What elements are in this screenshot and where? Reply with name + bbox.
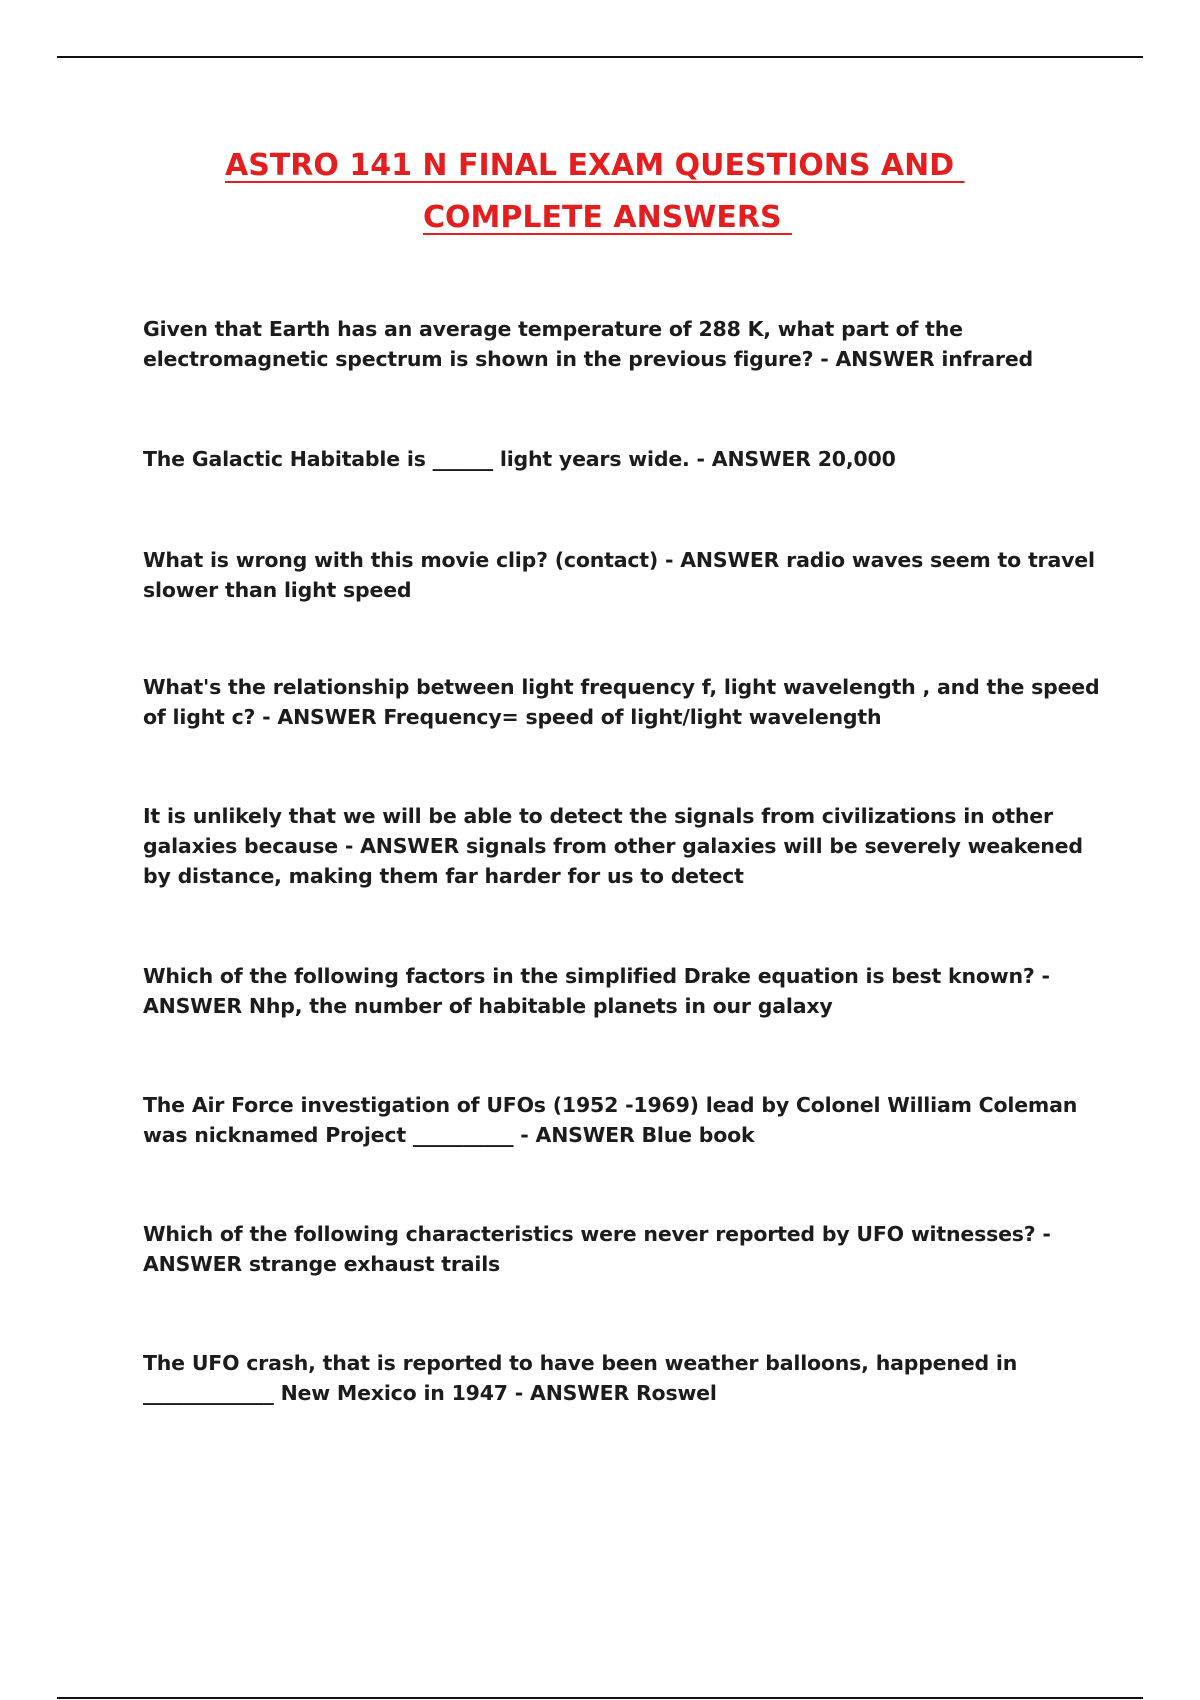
qa-item: The Air Force investigation of UFOs (1952 -1969) lead by Colonel William Coleman was nicknamed Project __________ - ANSWER Blue book bbox=[143, 1093, 1078, 1147]
title-line-1: ASTRO 141 N FINAL EXAM QUESTIONS AND bbox=[225, 148, 965, 183]
qa-item: The Galactic Habitable is ______ light years wide. - ANSWER 20,000 bbox=[143, 447, 896, 471]
qa-item: Which of the following characteristics were never reported by UFO witnesses? - ANSWER strange exhaust trails bbox=[143, 1222, 1051, 1276]
qa-item: Which of the following factors in the simplified Drake equation is best known? - ANSWER Nhp, the number of habitable planets in our galaxy bbox=[143, 964, 1050, 1018]
qa-item: Given that Earth has an average temperature of 288 K, what part of the electromagnetic spectrum is shown in the previous figure? - ANSWER infrared bbox=[143, 317, 1033, 371]
qa-item: What is wrong with this movie clip? (contact) - ANSWER radio waves seem to travel slower than light speed bbox=[143, 548, 1095, 602]
top-divider bbox=[57, 56, 1143, 58]
qa-item: The UFO crash, that is reported to have been weather balloons, happened in _____________ New Mexico in 1947 - ANSWER Roswel bbox=[143, 1351, 1018, 1405]
title-line-2: COMPLETE ANSWERS bbox=[423, 200, 793, 235]
qa-item: What's the relationship between light frequency f, light wavelength , and the speed of light c? - ANSWER Frequency= speed of light/light wavelength bbox=[143, 675, 1100, 729]
bottom-divider bbox=[57, 1697, 1143, 1699]
qa-item: It is unlikely that we will be able to detect the signals from civilizations in other galaxies because - ANSWER signals from other galaxies will be severely weakened by distance, making them far harder for us to detect bbox=[143, 804, 1083, 888]
